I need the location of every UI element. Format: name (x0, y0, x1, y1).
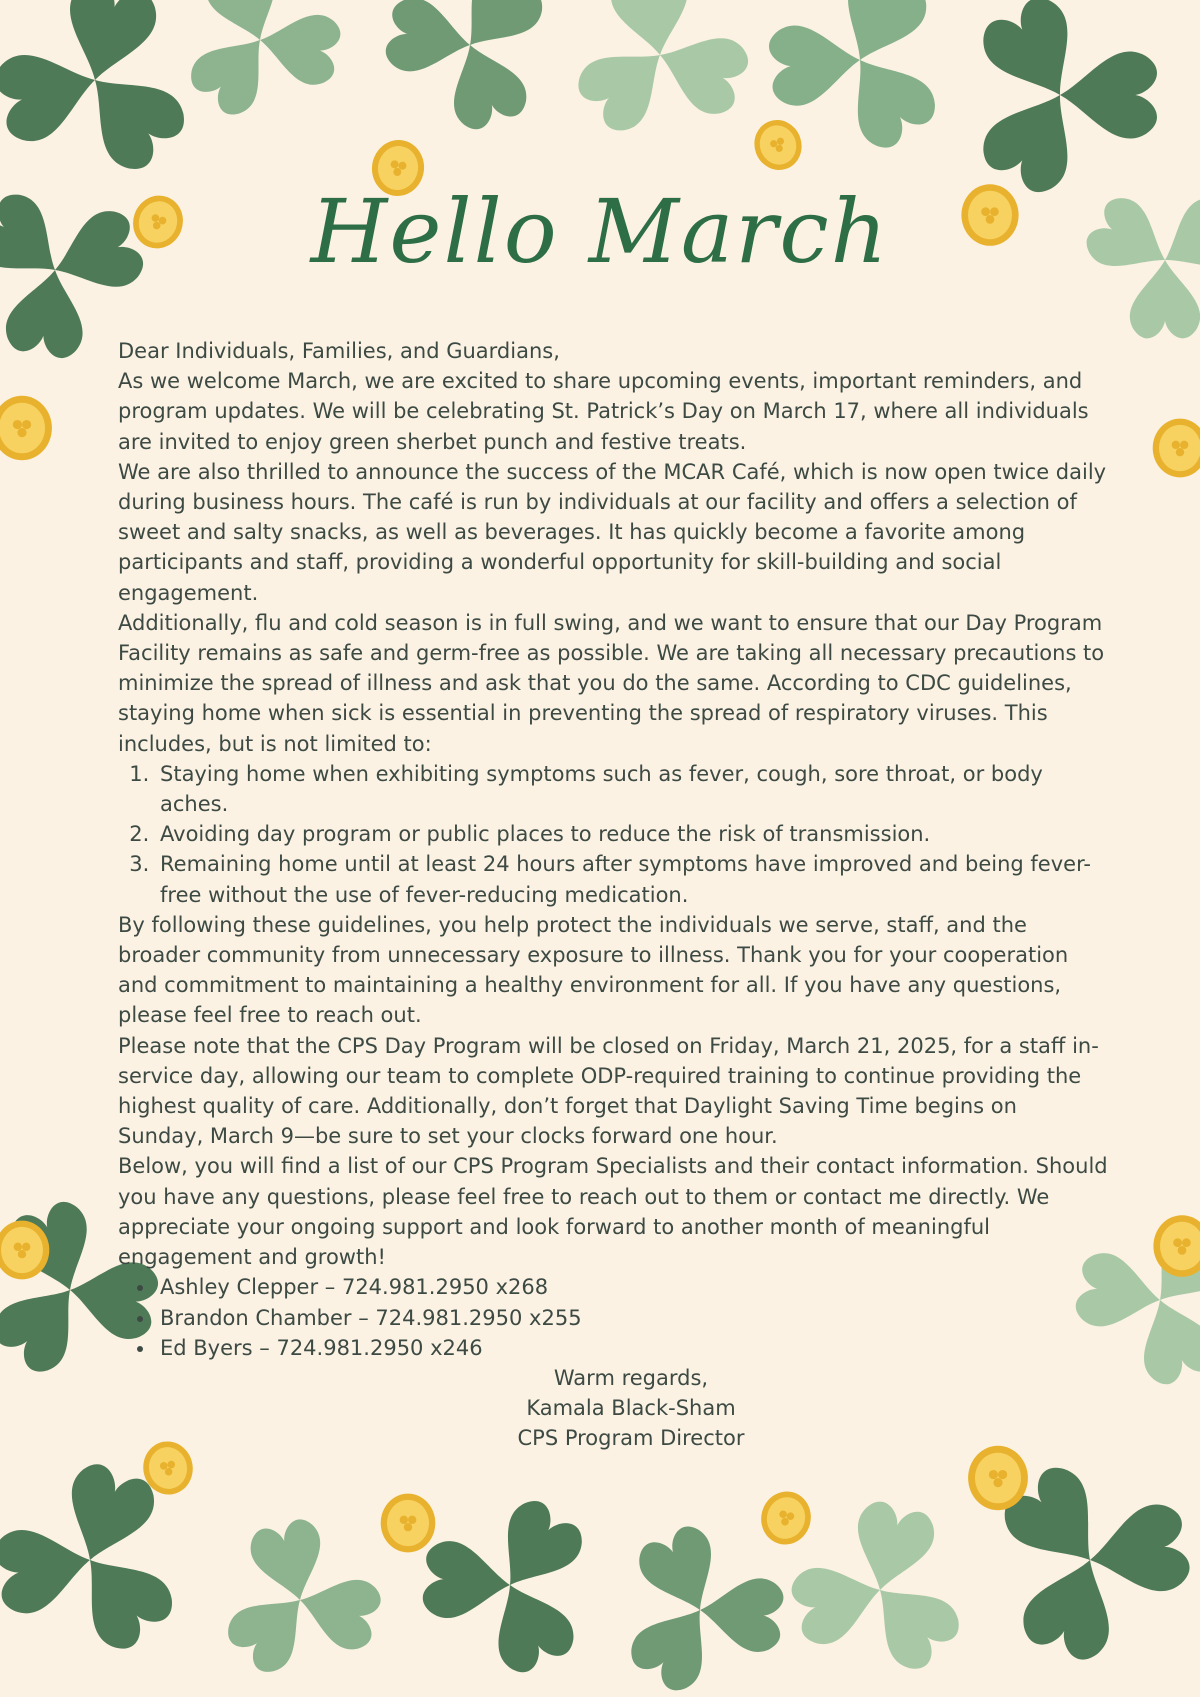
salutation: Warm regards, (553, 1365, 709, 1390)
gold-coin-icon (747, 113, 808, 176)
list-item: 2. Avoiding day program or public places to reduce the risk of transmission. (156, 819, 1108, 849)
greeting: Dear Individuals, Families, and Guardians, (118, 339, 560, 363)
shamrock-icon (553, 0, 765, 146)
contact-item: • Brandon Chamber – 724.981.2950 x255 (156, 1303, 1108, 1333)
closure-paragraph: Please note that the CPS Day Program will be closed on Friday, March 21, 2025, for a staff in-service day, allowing our team to complete ODP-required training to continue providing the highest quality of care. Additionally, don’t forget that Daylight Saving Time begins on Sunday, March 9—be sure to set your clocks forward one hour. (118, 1033, 1099, 1149)
signature-block (118, 1363, 1108, 1454)
signer-role: CPS Program Director (517, 1426, 745, 1451)
shamrock-icon (197, 1502, 400, 1689)
signer-name: Kamala Black-Sham (526, 1396, 736, 1421)
list-item: 3. Remaining home until at least 24 hours after symptoms have improved and being fever-free without the use of fever-reducing medication. (156, 849, 1108, 909)
intro-paragraph: As we welcome March, we are excited to share upcoming events, important reminders, and program updates. We will be celebrating St. Patrick’s Day on March 17, where all individuals are invited to enjoy green sherbet punch and festive treats. (118, 369, 1089, 454)
letter-body (118, 336, 1108, 1454)
shamrock-icon (0, 0, 222, 191)
specialists-paragraph: Below, you will find a list of our CPS Program Specialists and their contact information. Should you have any questions, please feel free to reach out to them or contact me directly. We appreciate your ongoing support and look forward to another month of meaningful engagement and growth! (118, 1154, 1108, 1270)
list-item: 1. Staying home when exhibiting symptoms such as fever, cough, sore throat, or body aches. (156, 759, 1108, 819)
following-paragraph: By following these guidelines, you help protect the individuals we serve, staff, and the broader community from unnecessary exposure to illness. Thank you for your cooperation and commitment to maintaining a healthy environment for all. If you have any questions, please feel free to reach out. (118, 912, 1069, 1028)
gold-coin-icon (1153, 419, 1200, 478)
gold-coin-icon (755, 1486, 816, 1550)
gold-coin-icon (0, 396, 52, 460)
gold-coin-icon (381, 1494, 436, 1553)
gold-coin-icon (968, 1446, 1028, 1510)
contacts-list (118, 1272, 1108, 1363)
page-title: Hello March (310, 180, 890, 283)
cafe-paragraph: We are also thrilled to announce the success of the MCAR Café, which is now open twice daily during business hours. The café is run by individuals at our facility and offers a selection of sweet and salty snacks, as well as beverages. It has quickly become a favorite among participants and staff, providing a wonderful opportunity for skill-building and social engagement. (118, 459, 1107, 605)
shamrock-icon (153, 0, 364, 135)
contact-item: • Ashley Clepper – 724.981.2950 x268 (156, 1272, 1108, 1302)
contact-item: • Ed Byers – 724.981.2950 x246 (156, 1333, 1108, 1363)
guidelines-list (118, 759, 1108, 910)
shamrock-icon (390, 1461, 636, 1697)
flu-paragraph: Additionally, flu and cold season is in full swing, and we want to ensure that our Day Program Facility remains as safe and germ-free as possible. We are taking all necessary precautions to minimize the spread of illness and ask that you do the same. According to CDC guidelines, staying home when sick is essential in preventing the spread of respiratory viruses. This includes, but is not limited to: (118, 610, 1105, 756)
shamrock-icon (355, 0, 592, 158)
gold-coin-icon (1153, 1215, 1200, 1277)
